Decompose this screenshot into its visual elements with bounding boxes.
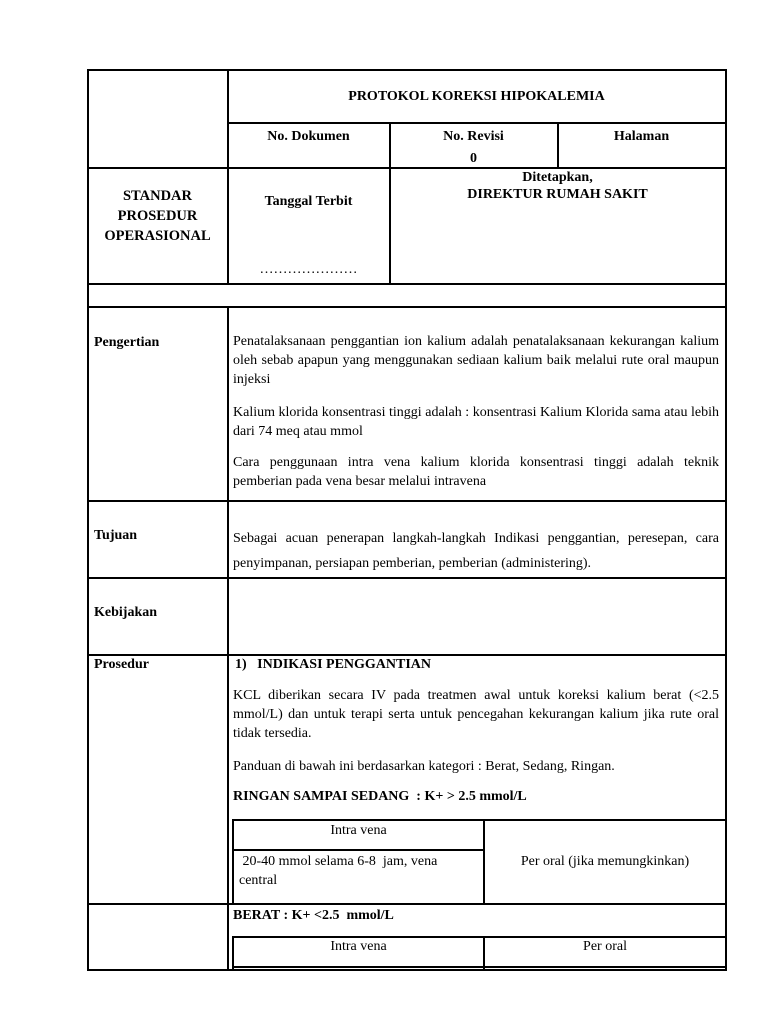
body-column-divider: [227, 306, 229, 970]
no-dokumen-label: No. Dokumen: [267, 129, 350, 144]
no-revisi-value: 0: [470, 151, 477, 166]
prosedur-section-divider: [87, 903, 727, 905]
tanggal-terbit-dots: …………………: [259, 262, 358, 277]
ditetapkan-label: [390, 169, 725, 203]
sop-line-2: PROSEDUR: [117, 208, 198, 224]
berat-table-bottom: [232, 966, 726, 968]
sop-line-3: OPERASIONAL: [104, 228, 211, 244]
tujuan-row-bottom: [87, 577, 727, 579]
prosedur-paragraph-2: Panduan di bawah ini berdasarkan kategori : Berat, Sedang, Ringan.: [233, 759, 615, 774]
pengertian-paragraph-3: Cara penggunaan intra vena kalium klorida konsentrasi tinggi adalah teknik pemberian pada vena besar melalui intravena: [233, 455, 719, 489]
prosedur-heading: 1) INDIKASI PENGGANTIAN: [235, 657, 432, 672]
ringan-heading: RINGAN SAMPAI SEDANG : K+ > 2.5 mmol/L: [233, 789, 527, 804]
berat-iv-header: Intra vena: [330, 939, 387, 954]
header-bottom-divider: [87, 283, 727, 285]
title-row-divider: [227, 122, 727, 124]
no-revisi-label: No. Revisi: [443, 129, 504, 144]
document-title: PROTOKOL KOREKSI HIPOKALEMIA: [348, 89, 605, 104]
outer-border-bottom: [87, 969, 727, 971]
revisi-divider: [389, 122, 391, 284]
tujuan-label: Tujuan: [94, 528, 138, 543]
ditetapkan-line-1: Ditetapkan,: [522, 170, 593, 185]
berat-oral-header: Per oral: [583, 939, 627, 954]
tujuan-text: Sebagai acuan penerapan langkah-langkah Indikasi penggantian, peresepan, cara penyimpanan, persiapan pemberian, pemberian (administering).: [233, 531, 719, 571]
tanggal-terbit-label: Tanggal Terbit: [264, 194, 353, 209]
halaman-label: Halaman: [613, 129, 670, 144]
ringan-oral-value: Per oral (jika memungkinkan): [520, 854, 690, 869]
ringan-iv-header: Intra vena: [330, 823, 387, 838]
ringan-table-header-divider: [232, 849, 484, 851]
sop-label: [88, 186, 227, 246]
berat-heading: BERAT : K+ <2.5 mmol/L: [233, 908, 394, 923]
kebijakan-label: Kebijakan: [94, 605, 158, 620]
spacer-row-bottom: [87, 306, 727, 308]
prosedur-label: Prosedur: [94, 657, 149, 672]
pengertian-paragraph-2: Kalium klorida konsentrasi tinggi adalah : konsentrasi Kalium Klorida sama atau lebih dari 74 meq atau mmol: [233, 405, 719, 439]
sop-line-1: STANDAR: [122, 188, 193, 204]
pengertian-paragraph-1: Penatalaksanaan penggantian ion kalium adalah penatalaksanaan kekurangan kalium oleh sebab apapun yang menggunakan sediaan kalium baik melalui rute oral maupun injeksi: [233, 334, 719, 387]
direktur-line: DIREKTUR RUMAH SAKIT: [467, 187, 648, 202]
ringan-iv-value: 20-40 mmol selama 6-8 jam, vena central: [239, 854, 441, 888]
outer-border-right: [725, 69, 727, 970]
pengertian-row-bottom: [87, 500, 727, 502]
outer-border-top: [87, 69, 727, 71]
pengertian-label: Pengertian: [94, 335, 160, 350]
prosedur-paragraph-1: KCL diberikan secara IV pada treatmen awal untuk koreksi kalium berat (<2.5 mmol/L) dan untuk terapi serta untuk pencegahan kekurangan kalium jika rute oral tidak tersedia.: [233, 688, 719, 741]
